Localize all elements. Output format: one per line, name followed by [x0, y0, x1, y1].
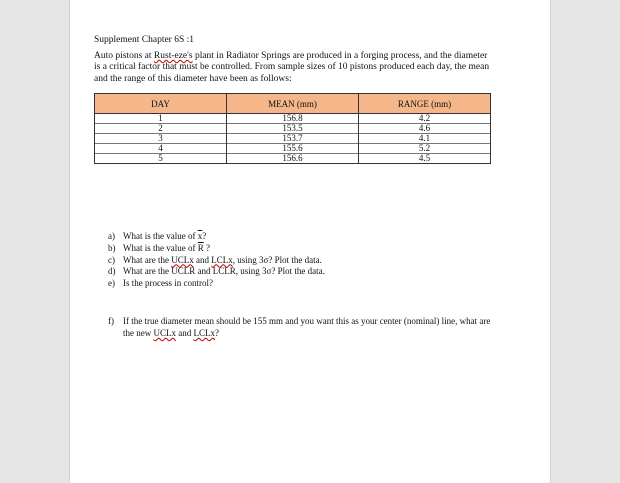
question-d: d) What are the UCLR and LCLR, using 3σ? Plot the data.	[108, 266, 325, 277]
cell-mean: 156.8	[227, 114, 359, 124]
spelling-flag-lclx: LCLx	[211, 254, 233, 265]
cell-day: 1	[95, 114, 227, 124]
cell-range: 5.2	[359, 144, 491, 154]
cell-day: 4	[95, 144, 227, 154]
intro-paragraph: Auto pistons at Rust-eze's plant in Radiator Springs are produced in a forging process, and the diameter is a critical factor that must be controlled. From sample sizes of 10 pistons produced each day, the mean and the range of this diameter have been as follows:	[94, 51, 490, 84]
spelling-flag-lclx-f: LCLx	[193, 327, 215, 338]
x-bar-symbol: $\overline{x}$	[197, 231, 203, 241]
spelling-flag-rust-eze: Rust-eze's	[153, 51, 193, 61]
table-row	[95, 124, 491, 134]
table-row	[95, 114, 491, 124]
document-page	[70, 0, 550, 483]
cell-range: 4.6	[359, 124, 491, 134]
spelling-flag-uclx-f: UCLx	[153, 327, 176, 338]
r-bar-symbol: $\overline{R}$	[197, 242, 204, 253]
table-row	[95, 144, 491, 154]
header-range: RANGE (mm)	[359, 94, 491, 114]
cell-range: 4.5	[359, 154, 491, 164]
cell-day: 3	[95, 134, 227, 144]
cell-range: 4.2	[359, 114, 491, 124]
cell-day: 5	[95, 154, 227, 164]
cell-range: 4.1	[359, 134, 491, 144]
spelling-flag-uclx: UCLx	[171, 254, 194, 265]
table-row	[95, 134, 491, 144]
page-title: Supplement Chapter 6S :1	[94, 35, 195, 45]
table-header-row	[95, 94, 491, 114]
header-day: DAY	[95, 94, 227, 114]
question-a: a) What is the value of $\overline{x}$?	[108, 231, 207, 241]
question-c: c) What are the UCLx and LCLx, using 3σ? Plot the data.	[108, 254, 322, 265]
question-b: b) What is the value of $\overline{R}$ ?	[108, 242, 210, 253]
cell-mean: 156.6	[227, 154, 359, 164]
question-f: f) If the true diameter mean should be 155 mm and you want this as your center (nominal) line, what are the new UCLx and LCLx?	[108, 316, 491, 338]
cell-mean: 153.7	[227, 134, 359, 144]
question-list	[108, 231, 325, 290]
table-row	[95, 154, 491, 164]
cell-mean: 153.5	[227, 124, 359, 134]
header-mean: MEAN (mm)	[227, 94, 359, 114]
question-e: e) Is the process in control?	[108, 278, 213, 289]
cell-mean: 155.6	[227, 144, 359, 154]
data-table	[94, 93, 491, 164]
cell-day: 2	[95, 124, 227, 134]
